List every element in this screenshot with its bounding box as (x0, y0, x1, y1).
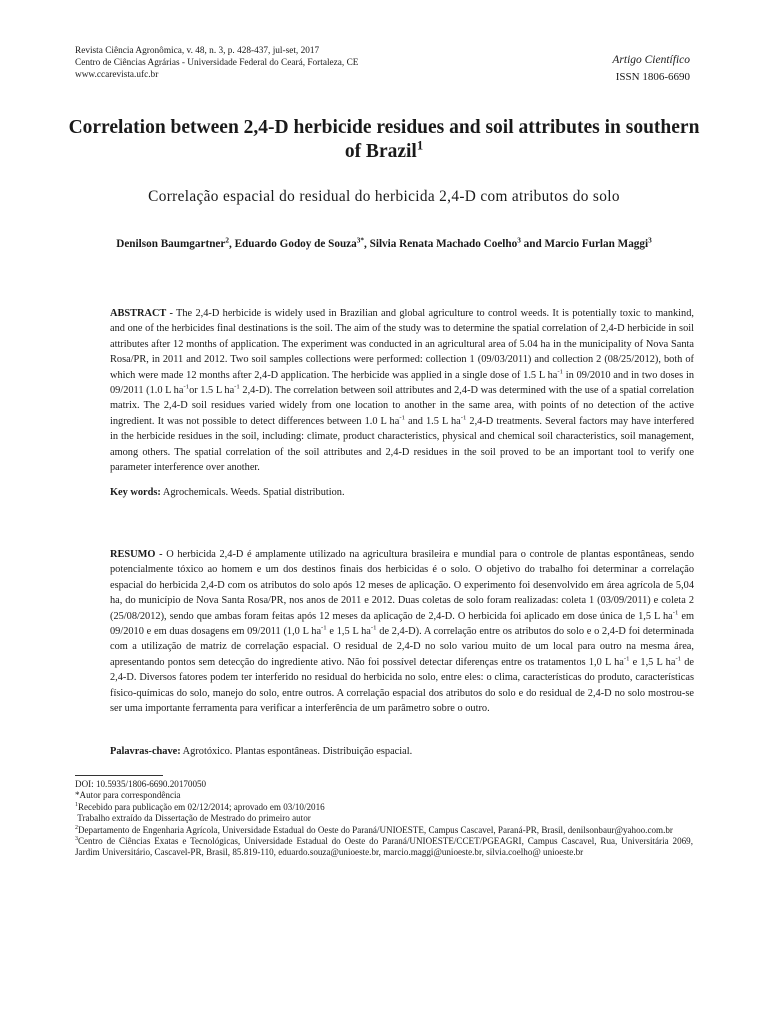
abstract (110, 306, 694, 475)
article-type: Artigo Científico (612, 54, 690, 66)
corresponding-author-note: *Autor para correspondência (75, 790, 181, 801)
resumo-text: de 2,4-D. Diversos fatores podem ter interferido no residual do herbicida no solo, entre eles: o clima, características do produto, características físico-químicas do solo, manejo do solo, entre outros. A correlação espacial dos atributos do solo e do residual de 2,4-D no solo mostrou-se ser uma importante ferramenta para verificar a interferência de um parâmetro sobre o outro. (110, 656, 694, 715)
abstract-text: The 2,4-D herbicide is widely used in Brazilian and global agriculture to control weeds. It is potentially toxic to mankind, and one of the herbicides final destinations is the soil. The aim of the study was to determine the spatial correlation of 2,4-D herbicide in soil attributes after 12 months of application. The experiment was conducted in an agricultural area of 5.04 ha in the municipality of Nova Santa Rosa/PR, in 2011 and 2012. Two soil samples collections were performed: collection 1 (09/03/2011) and collection 2 (08/25/2012), both of which were made 12 months after 2,4-D application. The herbicide was applied in a single dose of 1.5 L ha (110, 308, 694, 381)
journal-center: Centro de Ciências Agrárias - Universidade Federal do Ceará, Fortaleza, CE (75, 58, 359, 68)
author-name: Marcio Furlan Maggi (544, 238, 649, 250)
abstract-text: or 1.5 L ha (189, 385, 235, 397)
footnote-text: Recebido para publicação em 02/12/2014; aprovado em 03/10/2016 (77, 801, 325, 812)
abstract-text: 2,4-D). The correlation between soil attributes and 2,4-D was determined with the use of a spatial correlation matrix. The 2,4-D soil residues varied widely from one location to another in the same area, with points of no detection of the active ingredient. It was not possible to detect differences between 1.0 L ha (110, 385, 694, 427)
unit-exponent: -1 (321, 624, 327, 632)
footnotes (75, 779, 693, 859)
resumo-text: de 2,4-D). A correlação entre os atributos do solo e o 2,4-D foi determinada com a utilização de matriz de correlação espacial. O residual de 2,4-D no solo variou muito de um local para outro na mesma área, apresentando pontos sem detecção do ingrediente ativo. Não foi possível detectar diferenças entre os tratamentos 1,0 L ha (110, 626, 694, 668)
unit-exponent: -1 (399, 414, 405, 422)
author-affiliation-mark: 3* (356, 236, 365, 245)
journal-header (75, 45, 358, 81)
footnote-1-continued (75, 813, 693, 824)
article-meta (612, 52, 690, 86)
title-text: Correlation between 2,4-D herbicide residues and soil attributes in southern of Brazil (68, 117, 700, 162)
paper-title (60, 116, 708, 164)
footnote-mark: 3 (75, 836, 78, 842)
issn: ISSN 1806-6690 (615, 71, 690, 83)
unit-exponent: -1 (370, 624, 377, 632)
resumo-label: RESUMO - (110, 549, 163, 560)
footnote-2 (75, 825, 693, 836)
footnote-mark: 1 (75, 801, 78, 808)
unit-exponent: -1 (183, 383, 190, 391)
unit-exponent: -1 (234, 383, 240, 391)
author-affiliation-mark: 3 (648, 236, 652, 245)
footnote-text: Centro de Ciências Exatas e Tecnológicas, Universidade Estadual do Oeste do Paraná/UNIOESTE/CCET/PGEAGRI, Campus Cascavel, Rua, Universitária 2069, Jardim Universitário, Cascavel-PR, Brasil, 85.819-110, eduardo.souza@unioeste.br, marcio.maggi@unioeste.br, silvia.coelho@ unioeste.br (75, 836, 693, 858)
author-separator: , (364, 238, 370, 250)
footnote-1 (75, 802, 693, 813)
unit-exponent: -1 (623, 655, 630, 663)
unit-exponent: -1 (557, 368, 563, 376)
paper-subtitle: Correlação espacial do residual do herbicida 2,4-D com atributos do solo (148, 188, 620, 205)
author-list (50, 238, 718, 250)
abstract-text: and 1.5 L ha (404, 415, 461, 427)
unit-exponent: -1 (460, 414, 467, 422)
unit-exponent: -1 (675, 655, 682, 663)
author-affiliation-mark: 3 (517, 236, 521, 245)
palavras-chave (110, 746, 694, 757)
abstract-label: ABSTRACT - (110, 308, 173, 319)
author-affiliation-mark: 2 (225, 236, 229, 245)
author-name: Eduardo Godoy de Souza (234, 238, 357, 250)
journal-website[interactable]: www.ccarevista.ufc.br (75, 70, 159, 80)
resumo-text: O herbicida 2,4-D é amplamente utilizado na agricultura brasileira e mundial para o controle de plantas espontâneas, sendo potencialmente tóxico ao homem e um dos destinos finais dos herbicidas é o solo. O objetivo do trabalho foi determinar a correlação espacial do herbicida 2,4-D com os atributos do solo após 12 meses de aplicação. O experimento foi desenvolvido em área agrícola de 5,04 ha, do município de Nova Santa Rosa/PR, nos anos de 2011 e 2012. Duas coletas de solo foram realizadas: coleta 1 (03/09/2011) e coleta 2 (25/08/2012), sendo que ambas foram feitas após 12 meses da aplicação de 2,4-D. O herbicida foi aplicado em dose única de 1,5 L ha (110, 549, 694, 622)
footnote-text: Departamento de Engenharia Agrícola, Universidade Estadual do Oeste do Paraná/UNIOESTE, Campus Cascavel, Paraná-PR, Brasil, denilsonbaur@yahoo.com.br (77, 824, 673, 835)
author-separator: , (228, 238, 235, 250)
footnote-divider (75, 775, 163, 776)
resumo-text: e 1,5 L ha (326, 626, 371, 638)
abstract-text: in 09/2010 and in two doses in 09/2011 (1.0 L ha (110, 369, 694, 397)
keywords-label: Key words: (110, 487, 161, 498)
title-footnote-mark: 1 (416, 138, 424, 153)
author-name: Denilson Baumgartner (116, 238, 226, 250)
doi[interactable]: DOI: 10.5935/1806-6690.20170050 (75, 779, 207, 789)
resumo-text: em 09/2010 e em duas dosagens em 09/2011 (1,0 L ha (110, 610, 694, 638)
keywords (110, 487, 694, 498)
resumo-text: e 1,5 L ha (629, 656, 676, 668)
abstract-text: 2,4-D treatments. Several factors may have interfered in the herbicide residues in the soil, including: climate, product characteristics, physical and chemical soil characteristics, soil management, among others. The spatial correlation of the soil attributes and 2,4-D residues in the soil proved to be an important tool to verify one parameter interference over another. (110, 415, 695, 474)
unit-exponent: -1 (672, 609, 679, 617)
palavras-chave-label: Palavras-chave: (110, 746, 181, 757)
resumo (110, 547, 694, 716)
footnote-mark: 2 (75, 824, 78, 831)
footnote-text: Trabalho extraído da Dissertação de Mestrado do primeiro autor (77, 813, 311, 824)
author-name: Silvia Renata Machado Coelho (369, 238, 518, 250)
journal-citation: Revista Ciência Agronômica, v. 48, n. 3, p. 428-437, jul-set, 2017 (75, 46, 320, 56)
author-separator: and (520, 238, 545, 250)
footnote-3 (75, 836, 693, 859)
palavras-chave-text: Agrotóxico. Plantas espontâneas. Distribuição espacial. (180, 746, 413, 757)
keywords-text: Agrochemicals. Weeds. Spatial distribution. (160, 487, 345, 498)
